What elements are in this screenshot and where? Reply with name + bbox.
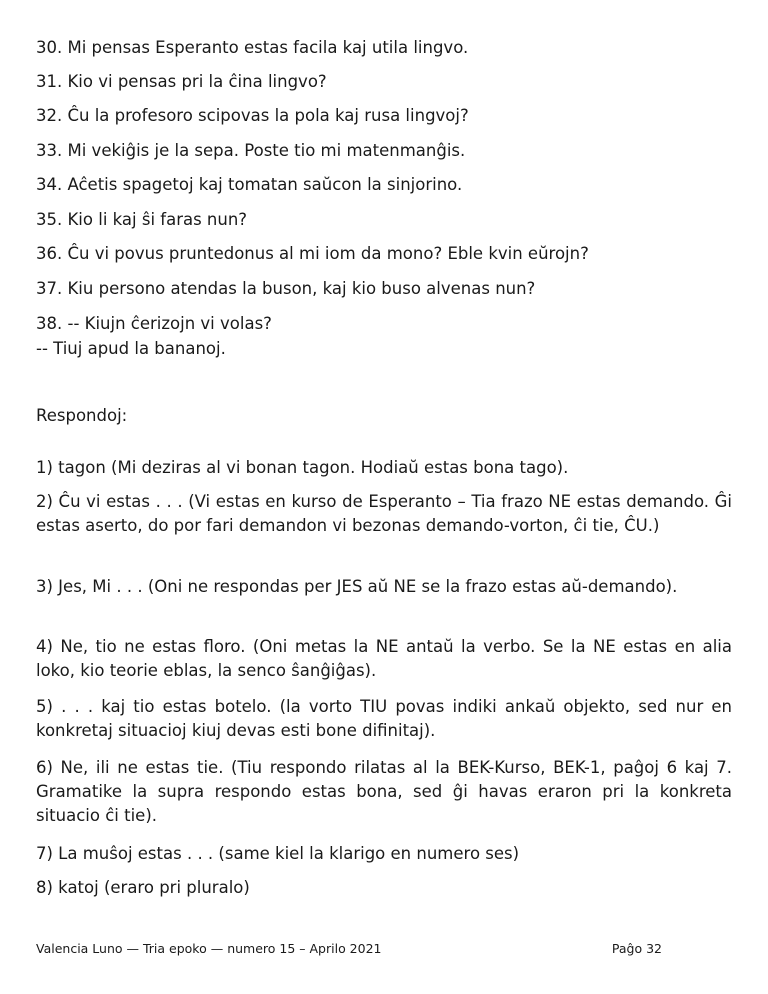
question-33: 33. Mi vekiĝis je la sepa. Poste tio mi matenmanĝis. <box>36 141 466 160</box>
answer-2: 2) Ĉu vi estas . . . (Vi estas en kurso de Esperanto – Tia frazo NE estas demando. Ĝi estas aserto, do por fari demandon vi bezonas demando-vorton, ĉi tie, ĈU.) <box>36 492 732 535</box>
question-34: 34. Aĉetis spagetoj kaj tomatan saŭcon la sinjorino. <box>36 175 463 194</box>
question-35: 35. Kio li kaj ŝi faras nun? <box>36 210 248 229</box>
answers-heading: Respondoj: <box>36 406 128 425</box>
page-number: Paĝo 32 <box>611 941 662 956</box>
answer-3: 3) Jes, Mi . . . (Oni ne respondas per JES aŭ NE se la frazo estas aŭ-demando). <box>36 577 678 596</box>
question-37: 37. Kiu persono atendas la buson, kaj kio buso alvenas nun? <box>36 279 536 298</box>
answer-1: 1) tagon (Mi deziras al vi bonan tagon. Hodiaŭ estas bona tago). <box>36 458 569 477</box>
answer-6: 6) Ne, ili ne estas tie. (Tiu respondo rilatas al la BEK-Kurso, BEK-1, paĝoj 6 kaj 7. Gramatike la supra respondo estas bona, sed ĝi havas eraron pri la konkreta situacio ĉi tie). <box>36 758 732 825</box>
answer-7: 7) La muŝoj estas . . . (same kiel la klarigo en numero ses) <box>36 844 520 863</box>
question-32: 32. Ĉu la profesoro scipovas la pola kaj rusa lingvoj? <box>36 106 469 125</box>
footer-publication: Valencia Luno — Tria epoko — numero 15 – Aprilo 2021 <box>36 941 382 956</box>
question-36: 36. Ĉu vi povus pruntedonus al mi iom da mono? Eble kvin eŭrojn? <box>36 244 589 263</box>
question-30: 30. Mi pensas Esperanto estas facila kaj utila lingvo. <box>36 38 469 57</box>
answer-5: 5) . . . kaj tio estas botelo. (la vorto TIU povas indiki ankaŭ objekto, sed nur en konkretaj situacioj kiuj devas esti bone difinitaj). <box>36 697 732 740</box>
answer-4: 4) Ne, tio ne estas floro. (Oni metas la NE antaŭ la verbo. Se la NE estas en alia loko, kio teorie eblas, la senco ŝanĝiĝas). <box>36 637 732 680</box>
question-38: 38. -- Kiujn ĉerizojn vi volas? <box>36 314 272 333</box>
question-31: 31. Kio vi pensas pri la ĉina lingvo? <box>36 72 327 91</box>
answer-8: 8) katoj (eraro pri pluralo) <box>36 878 250 897</box>
question-38-reply: -- Tiuj apud la bananoj. <box>36 339 226 358</box>
